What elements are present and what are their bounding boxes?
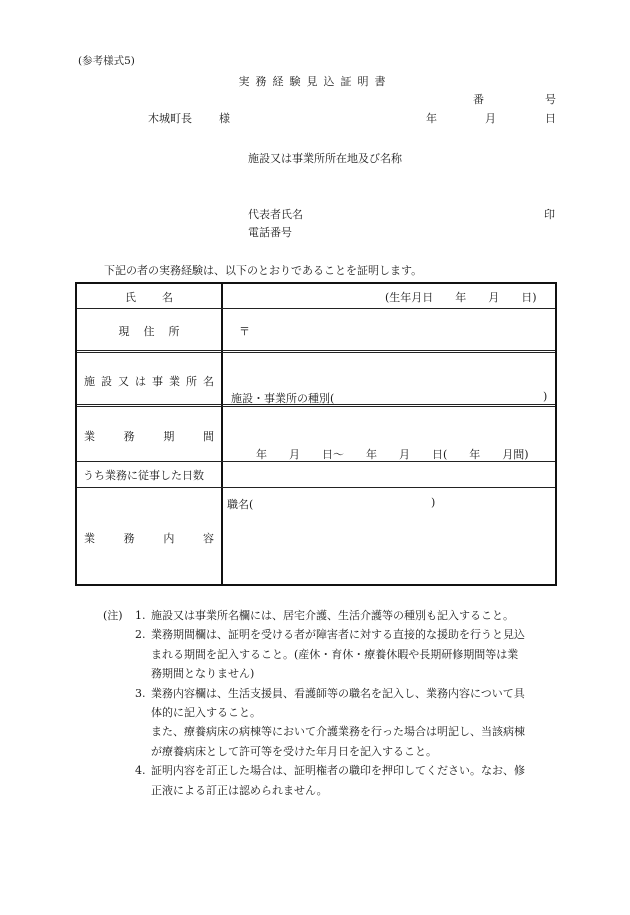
facility-location-label: 施設又は事業所所在地及び名称 xyxy=(248,152,402,165)
facility-name-label xyxy=(77,373,221,389)
note-number: 3. xyxy=(135,686,146,700)
days-label: うち業務に従事した日数 xyxy=(83,469,204,482)
note-line: 正液による訂正は認められません。 xyxy=(151,783,328,797)
note-line: 業務期間欄は、証明を受ける者が障害者に対する直接的な援助を行うと見込 xyxy=(151,628,525,642)
representative-label: 代表者氏名 xyxy=(248,208,303,221)
form-reference: (参考様式5) xyxy=(78,55,135,67)
address-label-char: 現 xyxy=(118,325,130,338)
experience-table xyxy=(75,282,557,586)
job-title-field[interactable]: 職名( xyxy=(227,498,254,511)
facility-label-char: 業 xyxy=(169,375,180,388)
document-title: 実務経験見込証明書 xyxy=(238,75,392,88)
date-day-label: 日 xyxy=(545,112,556,125)
name-label xyxy=(77,289,221,305)
column-divider xyxy=(221,284,223,584)
content-label xyxy=(77,530,221,546)
period-label xyxy=(77,428,221,444)
facility-label-char: 所 xyxy=(186,375,197,388)
facility-type-field[interactable]: 施設・事業所の種別( xyxy=(231,392,335,405)
number-label-ban: 番 xyxy=(473,93,484,106)
address-label-char: 住 xyxy=(143,325,155,338)
notes-prefix: (注) xyxy=(103,609,123,622)
note-line: まれる期間を記入すること。(産休・育休・療養休暇や長期研修期間等は業 xyxy=(151,647,519,661)
job-title-close: ) xyxy=(431,496,436,509)
note-number: 1. xyxy=(135,609,146,622)
facility-label-char: 名 xyxy=(203,375,214,388)
period-label-char: 間 xyxy=(202,430,214,443)
facility-type-close: ) xyxy=(543,390,548,403)
phone-label: 電話番号 xyxy=(248,226,292,239)
content-label-char: 容 xyxy=(202,532,214,545)
certification-statement: 下記の者の実務経験は、以下のとおりであることを証明します。 xyxy=(104,264,423,277)
name-label-char: 氏 xyxy=(125,291,136,304)
note-line: が療養病床として許可等を受けた年月日を記入すること。 xyxy=(151,744,437,758)
address-label-char: 所 xyxy=(168,325,180,338)
postal-mark[interactable]: 〒 xyxy=(239,325,250,338)
note-line: 証明内容を訂正した場合は、証明権者の職印を押印してください。なお、修 xyxy=(151,764,525,778)
facility-label-char: 施 xyxy=(84,375,95,388)
content-label-char: 務 xyxy=(123,532,135,545)
note-line: 体的に記入すること。 xyxy=(151,705,261,719)
addressee: 木城町長 xyxy=(148,112,192,125)
seal-mark: 印 xyxy=(544,208,555,221)
facility-label-char: 又 xyxy=(118,375,129,388)
birthdate-field[interactable]: (生年月日 年 月 日) xyxy=(385,291,537,304)
content-label-char: 業 xyxy=(84,532,95,545)
facility-label-char: 事 xyxy=(152,375,163,388)
facility-label-char: は xyxy=(135,375,146,388)
row-divider xyxy=(77,350,555,353)
note-line: 施設又は事業所名欄には、居宅介護、生活介護等の種別も記入すること。 xyxy=(151,609,514,622)
facility-label-char: 設 xyxy=(101,375,112,388)
content-label-char: 内 xyxy=(163,532,175,545)
address-label xyxy=(77,323,221,339)
note-line: 業務内容欄は、生活支援員、看護師等の職名を記入し、業務内容について具 xyxy=(151,686,525,700)
note-line: また、療養病床の病棟等において介護業務を行った場合は明記し、当該病棟 xyxy=(151,725,525,739)
row-divider xyxy=(77,308,555,309)
period-field[interactable]: 年 月 日〜 年 月 日( 年 月間) xyxy=(256,448,529,461)
date-month-label: 月 xyxy=(485,112,496,125)
number-label-go: 号 xyxy=(545,93,556,106)
honorific: 様 xyxy=(219,112,230,125)
date-year-label: 年 xyxy=(426,112,437,125)
note-number: 4. xyxy=(135,764,146,778)
period-label-char: 業 xyxy=(84,430,95,443)
row-divider xyxy=(77,487,555,488)
note-number: 2. xyxy=(135,628,146,642)
period-label-char: 期 xyxy=(163,430,175,443)
note-line: 務期間となりません) xyxy=(151,667,255,681)
name-label-char: 名 xyxy=(162,291,173,304)
period-label-char: 務 xyxy=(123,430,135,443)
